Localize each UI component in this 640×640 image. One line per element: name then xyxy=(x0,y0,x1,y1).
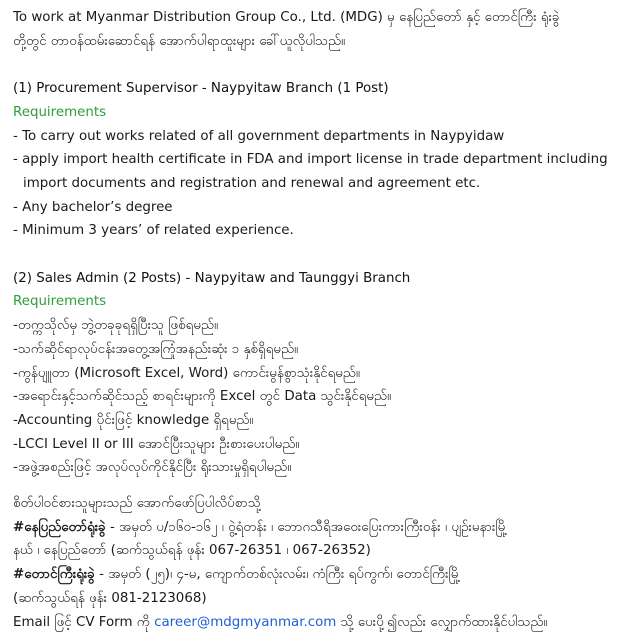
position-2-requirements-label: Requirements xyxy=(13,294,107,310)
email-line xyxy=(13,611,630,635)
email-prefix: Email ဖြင့် CV Form ကို xyxy=(13,614,155,630)
position-1-item: import documents and registration and renewal and agreement etc. xyxy=(23,175,481,191)
naypyitaw-branch-label: #နေပြည်တော်ရုံးခွဲ xyxy=(13,519,106,535)
position-1-item: - To carry out works related of all government departments in Naypyidaw xyxy=(13,128,505,144)
taunggyi-address xyxy=(13,563,630,587)
spacer xyxy=(13,53,630,77)
naypyitaw-address-line-2: နယ် ၊ နေပြည်တော် (ဆက်သွယ်ရန် ဖုန်း 067-26351 ၊ 067-26352) xyxy=(13,543,371,559)
position-1-item: - apply import health certificate in FDA and import license in trade department including xyxy=(13,152,608,168)
naypyitaw-address-line-1: - အမှတ် ပ/၁၆၀-၁၆၂ ၊ ဝွဲ့ရံတန်း ၊ ဘောဂသီရိအဝေးပြေးကားကြီးဝန်း ၊ ပျဉ်းမနားမြို့ xyxy=(105,519,508,535)
intro-line-1: To work at Myanmar Distribution Group Co., Ltd. (MDG) မှ နေပြည်တော် နှင့် တောင်ကြီး ရုံးခွဲ xyxy=(13,10,560,25)
position-2-item: -တက္ကသိုလ်မှ ဘွဲ့တခုခုရရှိပြီးသူ ဖြစ်ရမည်။ xyxy=(13,318,219,334)
spacer xyxy=(13,243,630,267)
taunggyi-address-line-2: (ဆက်သွယ်ရန် ဖုန်း 081-2123068) xyxy=(13,590,207,606)
email-suffix: သို့ ပေးပို့၍လည်း လျှောက်ထားနိုင်ပါသည်။ xyxy=(336,614,548,630)
taunggyi-branch-label: #တောင်ကြီးရုံးခွဲ xyxy=(13,567,95,583)
email-link[interactable]: career@mdgmyanmar.com xyxy=(154,614,337,630)
position-1-item: - Any bachelor’s degree xyxy=(13,199,173,215)
position-1-item: - Minimum 3 years’ of related experience. xyxy=(13,223,294,239)
position-2-item: -LCCI Level II or III အောင်ပြီးသူများ ဦးစားပေးပါမည်။ xyxy=(13,436,300,452)
contact-intro: စိတ်ပါဝင်စားသူများသည် အောက်ဖော်ပြပါလိပ်စာသို့ xyxy=(13,496,261,512)
taunggyi-address-line-1: - အမှတ် (၂၅)၊ ၄-မ, ကျောက်တစ်လုံးလမ်း၊ ကံကြီး ရပ်ကွက်၊ တောင်ကြီးမြို့ xyxy=(94,567,461,583)
naypyitaw-address xyxy=(13,516,630,540)
position-2-title: (2) Sales Admin (2 Posts) - Naypyitaw and Taunggyi Branch xyxy=(13,270,411,286)
position-1-title: (1) Procurement Supervisor - Naypyitaw Branch (1 Post) xyxy=(13,81,389,97)
position-2-item: -Accounting ပိုင်းဖြင့် knowledge ရှိရမည်။ xyxy=(13,412,254,428)
intro-line-2: တို့တွင် တာဝန်ထမ်းဆောင်ရန် အောက်ပါရာထူးများ ခေါ်ယူလိုပါသည်။ xyxy=(13,33,346,49)
position-2-item: -သက်ဆိုင်ရာလုပ်ငန်းအတွေ့အကြုံအနည်းဆုံး ၁ နှစ်ရှိရမည်။ xyxy=(13,341,299,357)
spacer xyxy=(13,480,630,492)
position-2-item: -ကွန်ပျူတာ (Microsoft Excel, Word) ကောင်းမွန်စွာသုံးနိုင်ရမည်။ xyxy=(13,365,360,381)
position-2-item: -အဖွဲ့အစည်းဖြင့် အလုပ်လုပ်ကိုင်နိုင်ပြီး ရိုးသားမှုရှိရပါမည်။ xyxy=(13,460,292,476)
position-1-requirements-label: Requirements xyxy=(13,104,107,120)
position-2-item: -အရောင်းနှင့်သက်ဆိုင်သည့် စာရင်းများကို Excel တွင် Data သွင်းနိုင်ရမည်။ xyxy=(13,389,392,405)
